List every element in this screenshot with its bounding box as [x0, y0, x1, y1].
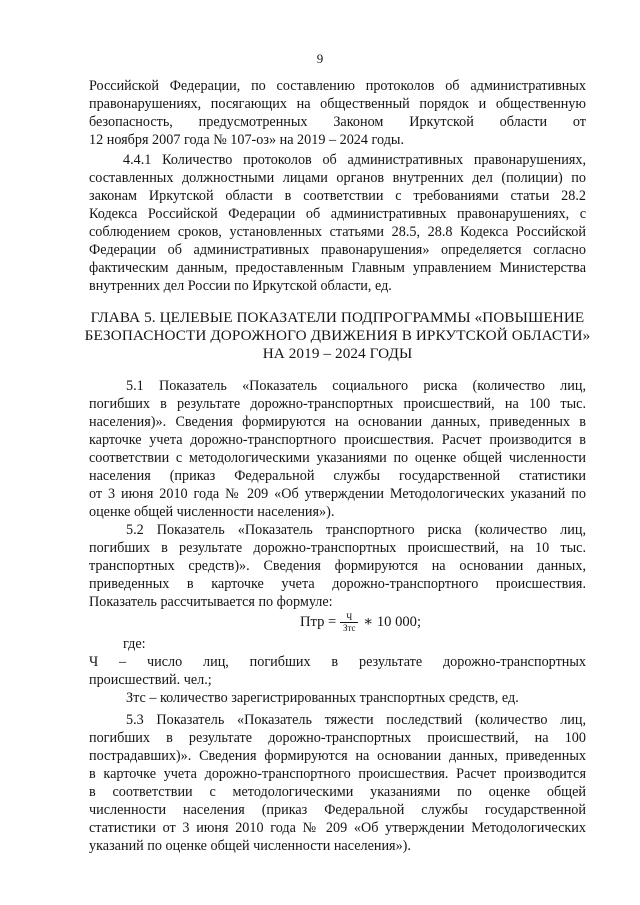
formula-denominator: Зтс [343, 622, 356, 633]
formula-fraction [340, 612, 358, 633]
paragraph-line: безопасность, предусмотренных Законом Иркутской области от [89, 114, 586, 130]
paragraph-line: приведенных в карточке учета дорожно-транспортного происшествия. [89, 576, 586, 592]
paragraph-line: карточке учета дорожно-транспортного происшествия. Расчет производится в [89, 432, 586, 448]
paragraph-line: погибших в результате дорожно-транспортных происшествий, на 10 тыс. [89, 540, 586, 556]
paragraph-line: численности населения (приказ Федеральной службы государственной [89, 802, 586, 818]
paragraph-line: указаний по оценке общей численности населения»). [89, 838, 411, 854]
paragraph-line: соответствии с методологическими указаниями по оценке общей численности [89, 450, 586, 466]
paragraph-line: правонарушениях, посягающих на общественный порядок и общественную [89, 96, 586, 112]
paragraph-line: 5.3 Показатель «Показатель тяжести последствий (количество лиц, [126, 712, 586, 728]
definition-line: происшествий. чел.; [89, 672, 212, 688]
paragraph-line: в карточке учета дорожно-транспортного происшествия. Расчет производится [89, 766, 586, 782]
chapter-heading-line: НА 2019 – 2024 ГОДЫ [262, 345, 413, 362]
paragraph-line: Показатель рассчитывается по формуле: [89, 594, 333, 610]
paragraph-line: от 3 июня 2010 года № 209 «Об утверждении Методологических указаний по [89, 486, 586, 502]
paragraph-line: погибших в результате дорожно-транспортных происшествий, на 100 тыс. [89, 396, 586, 412]
formula-numerator: Ч [346, 611, 353, 622]
paragraph-line: Российской Федерации, по составлению протоколов об административных [89, 78, 586, 94]
paragraph-line: внутренних дел России по Иркутской области, ед. [89, 278, 392, 294]
definition-line: Зтс – количество зарегистрированных транспортных средств, ед. [126, 690, 519, 706]
formula-lhs: Птр = [300, 613, 337, 630]
definition-line: Ч – число лиц, погибших в результате дорожно-транспортных [89, 654, 586, 670]
chapter-heading-line: БЕЗОПАСНОСТИ ДОРОЖНОГО ДВИЖЕНИЯ В ИРКУТСКОЙ ОБЛАСТИ» [84, 327, 591, 344]
page-number: 9 [316, 51, 324, 66]
paragraph-line: населения)». Сведения формируются на основании данных, приведенных в [89, 414, 586, 430]
paragraph-line: оценке общей численности населения»). [89, 504, 335, 520]
paragraph-line: статистики от 3 июня 2010 года № 209 «Об утверждении Методологических [89, 820, 586, 836]
paragraph-line: 4.4.1 Количество протоколов об административных правонарушениях, [123, 152, 586, 168]
paragraph-line: 12 ноября 2007 года № 107-оз» на 2019 – 2024 годы. [89, 132, 404, 148]
formula-rhs: ∗ 10 000; [363, 614, 422, 630]
paragraph-line: погибших в результате дорожно-транспортных происшествий, на 100 [89, 730, 586, 746]
paragraph-line: фактическим данным, предоставленным Главным управлением Министерства [89, 260, 586, 276]
paragraph-line: соблюдением сроков, установленных статьями 28.5, 28.8 Кодекса Российской [89, 224, 586, 240]
paragraph-line: пострадавших)». Сведения формируются на основании данных, приведенных [89, 748, 586, 764]
formula [300, 609, 421, 635]
paragraph-line: законам Иркутской области в соответствии с требованиями статьи 28.2 [89, 188, 586, 204]
where-label: где: [123, 636, 146, 652]
paragraph-line: Кодекса Российской Федерации об административных правонарушениях, с [89, 206, 586, 222]
paragraph-line: составленных должностными лицами органов внутренних дел (полиции) по [89, 170, 586, 186]
paragraph-line: 5.2 Показатель «Показатель транспортного риска (количество лиц, [126, 522, 586, 538]
paragraph-line: транспортных средств)». Сведения формируются на основании данных, [89, 558, 586, 574]
paragraph-line: населения (приказ Федеральной службы государственной статистики [89, 468, 586, 484]
paragraph-line: Федерации об административных правонарушения» определяется согласно [89, 242, 586, 258]
paragraph-line: в соответствии с методологическими указаниями по оценке общей [89, 784, 586, 800]
chapter-heading-line: ГЛАВА 5. ЦЕЛЕВЫЕ ПОКАЗАТЕЛИ ПОДПРОГРАММЫ «ПОВЫШЕНИЕ [90, 309, 585, 326]
paragraph-line: 5.1 Показатель «Показатель социального риска (количество лиц, [126, 378, 586, 394]
